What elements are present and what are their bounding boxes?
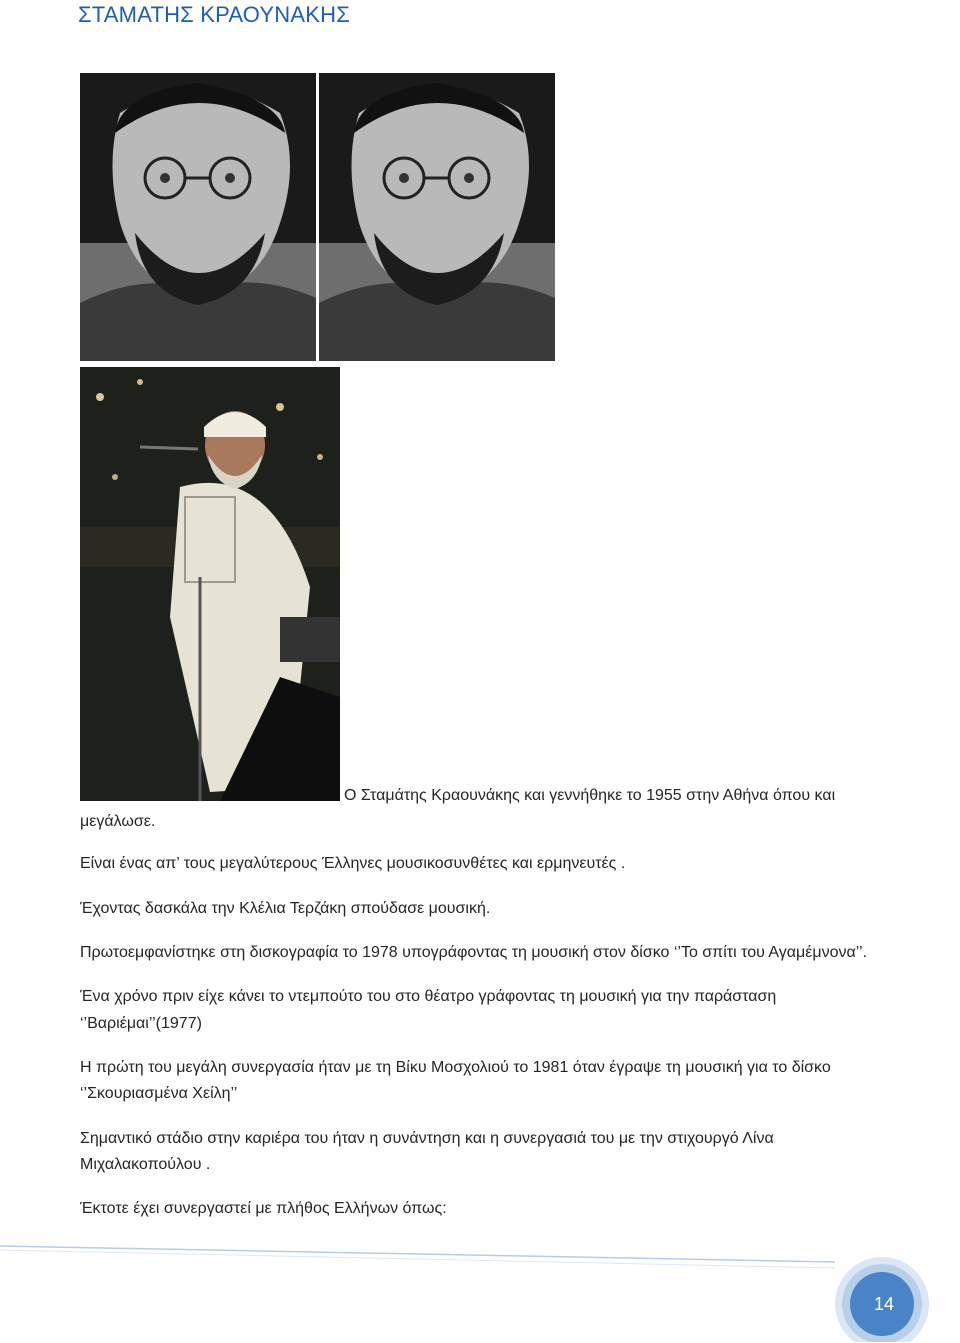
paragraph-theatre-line1: Ένα χρόνο πριν είχε κάνει το ντεμπούτο του στο θέατρο γράφοντας τη μουσική για την παράσταση xyxy=(80,988,777,1005)
paragraph-theatre-line2: ‘’Βαριέμαι’’(1977) xyxy=(80,1015,202,1032)
page-number: 14 xyxy=(873,1294,895,1314)
paragraph-debut-album: Πρωτοεμφανίστηκε στη δισκογραφία το 1978 υπογράφοντας τη μουσική στον δίσκο ‘’Το σπίτι του Αγαμέμνονα’’. xyxy=(80,944,868,961)
paragraph-teacher: Έχοντας δασκάλα την Κλέλια Τερζάκη σπούδασε μουσική. xyxy=(80,900,491,917)
intro-text-line2: μεγάλωσε. xyxy=(80,813,156,830)
paragraph-lyricist-line2: Μιχαλακοπούλου . xyxy=(80,1156,211,1173)
paragraph-collaboration-line1: Η πρώτη του μεγάλη συνεργασία ήταν με τη Βίκυ Μοσχολιού το 1981 όταν έγραψε τη μουσική για το δίσκο xyxy=(80,1059,831,1076)
paragraph-collaboration-line2: ‘’Σκουριασμένα Χείλη’’ xyxy=(80,1085,238,1102)
page-title: ΣΤΑΜΑΤΗΣ ΚΡΑΟΥΝΑΚΗΣ xyxy=(78,2,351,27)
paragraph-composer: Είναι ένας απ’ τους μεγαλύτερους Έλληνες μουσικοσυνθέτες και ερμηνευτές . xyxy=(80,855,626,872)
intro-text-line1: Ο Σταμάτης Κραουνάκης και γεννήθηκε το 1955 στην Αθήνα όπου και xyxy=(344,787,836,804)
paragraph-lyricist-line1: Σημαντικό στάδιο στην καριέρα του ήταν η συνάντηση και η συνεργασιά του με την στιχουργό Λίνα xyxy=(80,1130,774,1147)
paragraph-collaborators-intro: Έκτοτε έχει συνεργαστεί με πλήθος Ελλήνων όπως: xyxy=(80,1200,447,1217)
